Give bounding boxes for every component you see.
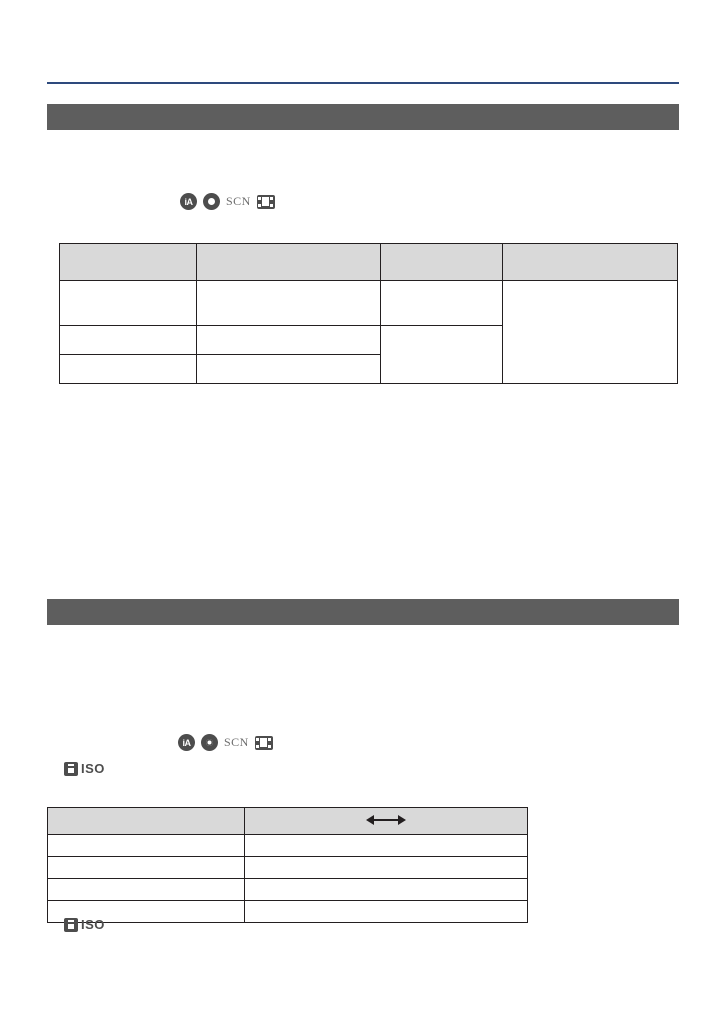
table-cell — [60, 326, 197, 355]
table-header-cell — [381, 244, 503, 281]
table-cell — [245, 857, 528, 879]
iso-button-icon — [64, 917, 105, 932]
table-cell — [245, 901, 528, 923]
camera-mode-icon — [201, 734, 218, 751]
iso-settings-table — [47, 807, 528, 923]
table-cell — [60, 281, 197, 326]
table-cell-merged — [381, 326, 503, 384]
iso-button-reference-top — [64, 761, 105, 776]
table-cell-merged — [503, 281, 678, 384]
table-cell — [48, 835, 245, 857]
section-header-bar-2 — [47, 599, 679, 625]
table-header-row — [48, 808, 528, 835]
table-row — [60, 281, 678, 326]
header-rule — [47, 82, 679, 84]
table-header-cell — [197, 244, 381, 281]
table-header-row — [60, 244, 678, 281]
settings-table — [59, 243, 678, 384]
iso-label: ISO — [81, 761, 105, 776]
table-cell — [48, 857, 245, 879]
iso-button-reference-bottom — [64, 917, 105, 932]
scn-mode-icon: SCN — [224, 735, 249, 749]
ia-mode-icon: iA — [178, 734, 195, 751]
table-row — [48, 901, 528, 923]
table-cell — [197, 281, 381, 326]
scn-mode-icon: SCN — [226, 194, 251, 208]
ia-mode-icon: iA — [180, 193, 197, 210]
mode-icon-row-2 — [178, 734, 273, 751]
table-header-cell — [60, 244, 197, 281]
iso-button-icon — [64, 761, 105, 776]
table-row — [48, 835, 528, 857]
table-row — [48, 857, 528, 879]
iso-label: ISO — [81, 917, 105, 932]
double-arrow-icon — [366, 815, 406, 825]
table-cell — [60, 355, 197, 384]
table-cell — [197, 355, 381, 384]
movie-mode-icon — [257, 195, 275, 209]
table-cell — [197, 326, 381, 355]
table-cell — [381, 281, 503, 326]
table-row — [48, 879, 528, 901]
section-header-bar-1 — [47, 104, 679, 130]
table-header-cell — [48, 808, 245, 835]
camera-mode-icon — [203, 193, 220, 210]
table-cell — [245, 835, 528, 857]
table-cell — [245, 879, 528, 901]
table-cell — [48, 879, 245, 901]
table-header-cell — [503, 244, 678, 281]
mode-icon-row-1 — [180, 193, 275, 210]
table-header-cell-arrow — [245, 808, 528, 835]
movie-mode-icon — [255, 736, 273, 750]
